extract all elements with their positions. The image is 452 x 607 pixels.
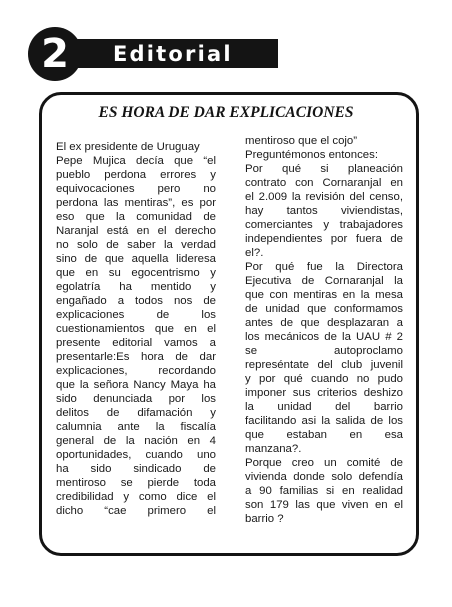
text-line: que con mentiras en la mesa	[245, 289, 403, 301]
text-line: Porque creo un comité de	[245, 457, 403, 469]
text-line: general de la nación en 4	[56, 435, 216, 447]
text-line: mentiroso se pierde toda	[56, 477, 216, 489]
text-line: oportunidades, cuando uno	[56, 449, 216, 461]
text-line: ha sido sindicado de	[56, 463, 216, 475]
text-line: perdona las mentiras”, es por	[56, 197, 216, 209]
text-line: presente editorial vamos a	[56, 337, 216, 349]
text-line: imponer sus criterios deshizo	[245, 387, 403, 399]
text-line: cuestionamientos que en el	[56, 323, 216, 335]
article-column-left	[56, 140, 216, 518]
section-number-badge: 2	[28, 27, 82, 81]
text-line: independientes por fuera de	[245, 233, 403, 245]
text-line: que estaban en esa	[245, 429, 403, 441]
text-line: que en su egocentrismo y	[56, 267, 216, 279]
text-line: Naranjal está en el derecho	[56, 225, 216, 237]
text-line: explicaciones, recordando	[56, 365, 216, 377]
text-line: y por qué cuando no pudo	[245, 373, 403, 385]
text-line: egolatría ha mentido y	[56, 281, 216, 293]
text-line: los mecánicos de la UAU # 2	[245, 331, 403, 343]
article-column-right	[245, 134, 403, 526]
text-line: Ejecutiva de Cornaranjal la	[245, 275, 403, 287]
text-line: dicho “cae primero el	[56, 505, 216, 517]
article-headline: ES HORA DE DAR EXPLICACIONES	[98, 104, 354, 121]
text-line: el?.	[245, 247, 264, 259]
text-line: no solo de saber la verdad	[56, 239, 216, 251]
text-line: eso que la comunidad de	[56, 211, 216, 223]
text-line: se autoproclamo	[245, 345, 403, 357]
section-title: Editorial	[113, 42, 233, 66]
text-line: barrio ?	[245, 513, 284, 525]
text-line: que la señora Nancy Maya ha	[56, 379, 216, 391]
text-line: facilitando asi la salida de los	[245, 415, 403, 427]
text-line: Pepe Mujica decía que “el	[56, 155, 216, 167]
text-line: explicaciones de los	[56, 309, 216, 321]
text-line: Por qué si planeación	[245, 163, 403, 175]
text-line: engañado a todos nos de	[56, 295, 216, 307]
text-line: represéntate del club juvenil	[245, 359, 403, 371]
text-line: a 90 familias si en realidad	[245, 485, 403, 497]
text-line: El ex presidente de Uruguay	[56, 141, 200, 153]
text-line: el 2.009 la revisión del censo,	[245, 191, 403, 203]
text-line: Por qué fue la Directora	[245, 261, 403, 273]
text-line: credibilidad y como dice el	[56, 491, 216, 503]
text-line: vivienda donde solo defendía	[245, 471, 403, 483]
text-line: presentarle:Es hora de dar	[56, 351, 216, 363]
text-line: sino de que aquella lideresa	[56, 253, 216, 265]
text-line: son 179 las que viven en el	[245, 499, 403, 511]
text-line: hay tantos viviendistas,	[245, 205, 403, 217]
text-line: contrato con Cornaranjal en	[245, 177, 403, 189]
text-line: la unidad del barrio	[245, 401, 403, 413]
text-line: equivocaciones pero no	[56, 183, 216, 195]
text-line: Preguntémonos entonces:	[245, 149, 378, 161]
text-line: manzana?.	[245, 443, 302, 455]
text-line: mentiroso que el cojo”	[245, 135, 358, 147]
text-line: delitos de difamación y	[56, 407, 216, 419]
text-line: pueblo perdona errores y	[56, 169, 216, 181]
text-line: de unidad que conformamos	[245, 303, 403, 315]
text-line: antes de que desplazaran a	[245, 317, 403, 329]
text-line: calumnia ante la fiscalía	[56, 421, 216, 433]
text-line: comerciantes y trabajadores	[245, 219, 403, 231]
text-line: sido denunciada por los	[56, 393, 216, 405]
